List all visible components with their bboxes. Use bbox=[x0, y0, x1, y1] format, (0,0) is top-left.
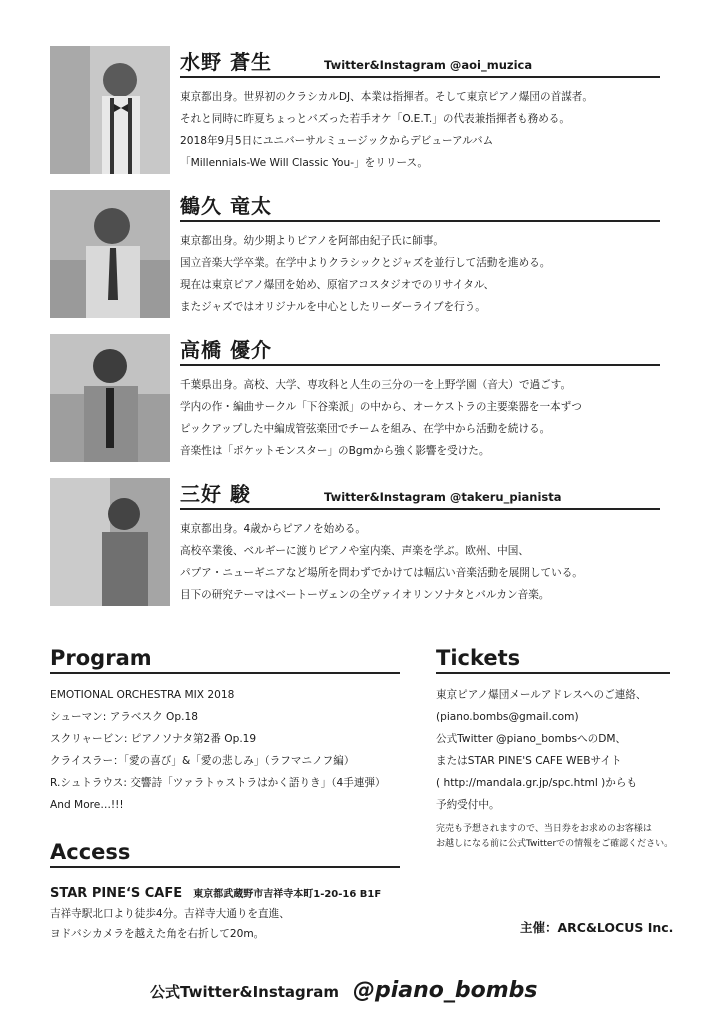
access-heading: Access bbox=[50, 840, 400, 868]
venue-address: 東京都武蔵野市吉祥寺本町1-20-16 B1F bbox=[193, 889, 382, 900]
footer-sns-label: 公式Twitter&Instagram bbox=[150, 983, 339, 1001]
tickets-heading: Tickets bbox=[436, 646, 670, 674]
member-profile-1 bbox=[50, 46, 660, 174]
member-photo bbox=[50, 334, 170, 462]
direction-line: 吉祥寺駅北口より徒歩4分。吉祥寺大通りを直進、 bbox=[50, 908, 290, 920]
program-heading: Program bbox=[50, 646, 400, 674]
program-list bbox=[50, 684, 386, 816]
member-name: 水野 蒼生 bbox=[180, 50, 272, 74]
person-photo-icon bbox=[50, 46, 170, 174]
venue-name: STAR PINE‘S CAFE bbox=[50, 886, 183, 901]
program-item: クライスラー：「愛の喜び」&「愛の悲しみ」（ラフマニノフ編） bbox=[50, 755, 355, 767]
tickets-note bbox=[436, 822, 673, 852]
member-photo bbox=[50, 190, 170, 318]
bio-line: 東京都出身。幼少期よりピアノを阿部由紀子氏に師事。 bbox=[180, 235, 444, 247]
member-bio bbox=[180, 518, 660, 606]
bio-line: 2018年9月5日にユニバーサルミュージックからデビューアルバム bbox=[180, 135, 494, 147]
program-item: And More…!!! bbox=[50, 799, 124, 811]
person-photo-icon bbox=[50, 190, 170, 318]
bio-line: パプア・ニューギニアなど場所を問わずでかけては幅広い音楽活動を展開している。 bbox=[180, 567, 583, 579]
member-photo bbox=[50, 46, 170, 174]
tickets-line: 東京ピアノ爆団メールアドレスへのご連絡、 bbox=[436, 689, 647, 701]
note-line: お越しになる前に公式Twitterでの情報をご確認ください。 bbox=[436, 839, 674, 849]
person-photo-icon bbox=[50, 478, 170, 606]
tickets-info bbox=[436, 684, 647, 816]
bio-line: 高校卒業後、ベルギーに渡りピアノや室内楽、声楽を学ぶ。欧州、中国、 bbox=[180, 545, 529, 557]
member-name: 高橋 優介 bbox=[180, 338, 272, 362]
bio-line: 国立音楽大学卒業。在学中よりクラシックとジャズを並行して活動を進める。 bbox=[180, 257, 551, 269]
member-photo bbox=[50, 478, 170, 606]
member-bio bbox=[180, 86, 660, 174]
bio-line: 東京都出身。4歳からピアノを始める。 bbox=[180, 523, 366, 535]
member-sns-handle: Twitter&Instagram @aoi_muzica bbox=[324, 58, 533, 72]
member-profile-3 bbox=[50, 334, 660, 462]
tickets-line: (piano.bombs@gmail.com) bbox=[436, 711, 579, 723]
bio-line: 目下の研究テーマはベートーヴェンの全ヴァイオリンソナタとバルカン音楽。 bbox=[180, 589, 550, 601]
tickets-line: またはSTAR PINE'S CAFE WEBサイト bbox=[436, 755, 622, 767]
person-photo-icon bbox=[50, 334, 170, 462]
member-sns-handle: Twitter&Instagram @takeru_pianista bbox=[324, 490, 562, 504]
bio-line: 東京都出身。世界初のクラシカルDJ、本業は指揮者。そして東京ピアノ爆団の首謀者。 bbox=[180, 91, 593, 103]
tickets-line: 予約受付中。 bbox=[436, 799, 500, 811]
bio-line: それと同時に昨夏ちょっとバズった若手オケ「O.E.T.」の代表兼指揮者も務める。 bbox=[180, 113, 570, 125]
bio-line: 現在は東京ピアノ爆団を始め、原宿アコスタジオでのリサイタル、 bbox=[180, 279, 495, 291]
member-name: 三好 駿 bbox=[180, 482, 251, 506]
program-item: EMOTIONAL ORCHESTRA MIX 2018 bbox=[50, 689, 235, 701]
program-item: R.シュトラウス: 交響詩「ツァラトゥストラはかく語りき」（4手連弾） bbox=[50, 777, 386, 789]
note-line: 完売も予想されますので、当日券をお求めのお客様は bbox=[436, 824, 652, 834]
bio-line: ピックアップした中編成管弦楽団でチームを組み、在学中から活動を続ける。 bbox=[180, 423, 551, 435]
access-directions bbox=[50, 904, 290, 944]
member-name: 鶴久 竜太 bbox=[180, 194, 272, 218]
bio-line: 「Millennials-We Will Classic You-」をリリース。 bbox=[180, 157, 429, 169]
venue-row bbox=[50, 882, 381, 901]
direction-line: ヨドバシカメラを越えた角を右折して20m。 bbox=[50, 928, 265, 940]
footer-sns-handle: @piano_bombs bbox=[352, 978, 538, 1003]
member-profile-2 bbox=[50, 190, 660, 318]
member-profile-4 bbox=[50, 478, 660, 606]
tickets-line: ( http://mandala.gr.jp/spc.html )からも bbox=[436, 777, 638, 789]
bio-line: 千葉県出身。高校、大学、専攻科と人生の三分の一を上野学園（音大）で過ごす。 bbox=[180, 379, 572, 391]
program-item: シューマン: アラベスク Op.18 bbox=[50, 711, 198, 723]
bio-line: 学内の作・編曲サークル「下谷楽派」の中から、オーケストラの主要楽器を一本ずつ bbox=[180, 401, 582, 413]
program-item: スクリャービン: ピアノソナタ第2番 Op.19 bbox=[50, 733, 257, 745]
member-bio bbox=[180, 374, 660, 462]
member-bio bbox=[180, 230, 660, 318]
bio-line: 音楽性は「ポケットモンスター」のBgmから強く影響を受けた。 bbox=[180, 445, 490, 457]
footer-sns bbox=[150, 978, 538, 1003]
tickets-line: 公式Twitter @piano_bombsへのDM、 bbox=[436, 733, 627, 745]
bio-line: またジャズではオリジナルを中心としたリーダーライブを行う。 bbox=[180, 301, 486, 313]
organizer-credit: 主催：ARC&LOCUS Inc. bbox=[520, 920, 674, 935]
